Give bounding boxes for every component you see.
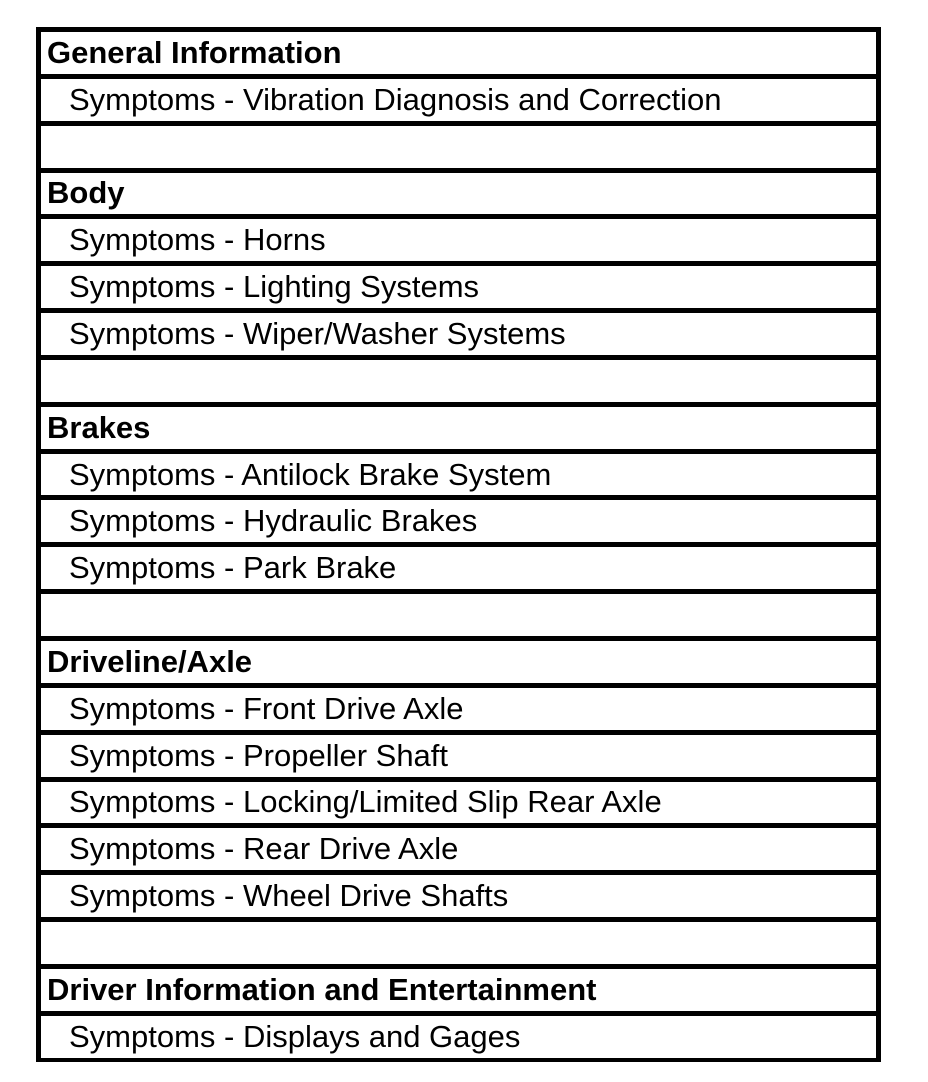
symptom-link-propeller-shaft[interactable]: Symptoms - Propeller Shaft bbox=[41, 735, 876, 782]
symptoms-index-table bbox=[36, 27, 881, 1062]
section-header-general-information: General Information bbox=[41, 32, 876, 79]
symptom-link-locking-limited-slip-rear-axle[interactable]: Symptoms - Locking/Limited Slip Rear Axle bbox=[41, 782, 876, 829]
symptom-link-displays-and-gages[interactable]: Symptoms - Displays and Gages bbox=[69, 1018, 521, 1054]
symptom-link-front-drive-axle[interactable]: Symptoms - Front Drive Axle bbox=[41, 688, 876, 735]
section-header-driveline-axle: Driveline/Axle bbox=[41, 641, 876, 688]
section-spacer bbox=[41, 594, 876, 641]
symptom-link-rear-drive-axle[interactable]: Symptoms - Rear Drive Axle bbox=[41, 828, 876, 875]
section-spacer bbox=[41, 922, 876, 969]
section-header-body: Body bbox=[41, 173, 876, 220]
symptom-link-vibration-diagnosis[interactable]: Symptoms - Vibration Diagnosis and Correction bbox=[41, 79, 876, 126]
section-spacer bbox=[41, 360, 876, 407]
symptom-link-hydraulic-brakes[interactable]: Symptoms - Hydraulic Brakes bbox=[41, 500, 876, 547]
symptom-link-wiper-washer-systems[interactable]: Symptoms - Wiper/Washer Systems bbox=[41, 313, 876, 360]
symptom-link-horns[interactable]: Symptoms - Horns bbox=[41, 219, 876, 266]
symptom-link-wheel-drive-shafts[interactable]: Symptoms - Wheel Drive Shafts bbox=[41, 875, 876, 922]
section-spacer bbox=[41, 126, 876, 173]
symptom-link-lighting-systems[interactable]: Symptoms - Lighting Systems bbox=[41, 266, 876, 313]
section-header-driver-information-entertainment: Driver Information and Entertainment bbox=[41, 969, 876, 1016]
symptom-link-park-brake[interactable]: Symptoms - Park Brake bbox=[41, 547, 876, 594]
symptom-link-antilock-brake-system[interactable]: Symptoms - Antilock Brake System bbox=[41, 454, 876, 501]
section-header-brakes: Brakes bbox=[41, 407, 876, 454]
